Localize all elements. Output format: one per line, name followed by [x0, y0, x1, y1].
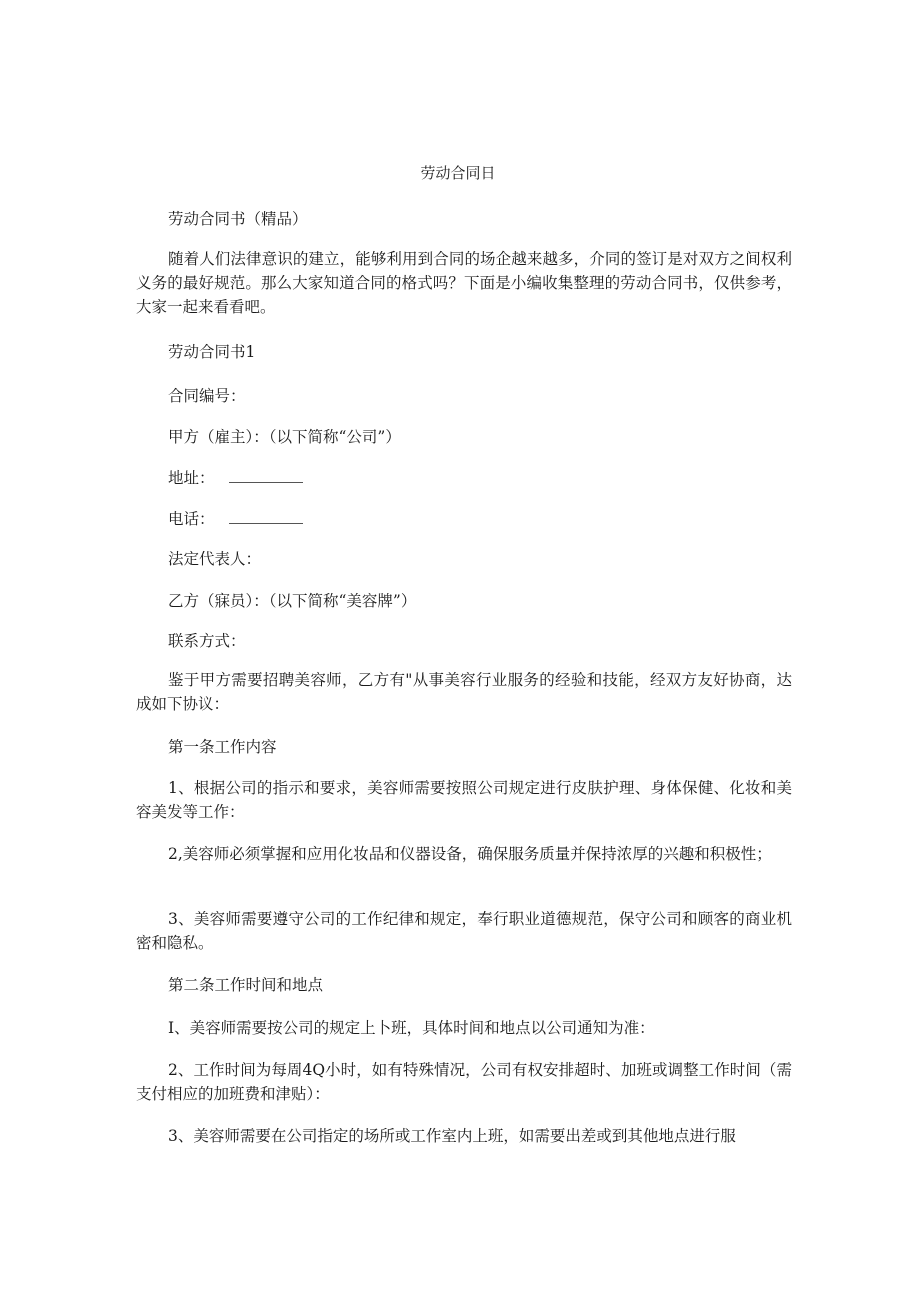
article-1-item-2: 2,美容师必须掌握和应用化妆品和仪器设备，确保服务质量并保持浓厚的兴趣和积极性； [168, 845, 772, 863]
subtitle: 劳动合同书（精品） [168, 210, 308, 228]
preamble-paragraph: 鉴于甲方需要招聘美容师，乙方有"从事美容行业服务的经验和技能，经双方友好协商，达成如下协议： [136, 671, 792, 713]
document-title: 劳动合同日 [420, 164, 496, 182]
phone-blank-line [229, 511, 303, 524]
address-blank-line [229, 470, 303, 483]
section-heading-contract-1: 劳动合同书1 [168, 343, 256, 361]
article-1-item-3: 3、美容师需要遵守公司的工作纪律和规定，奉行职业道德规范，保守公司和顾客的商业机密和隐私。 [136, 910, 792, 952]
article-2-item-1: I、美容师需要按公司的规定上卜班，具体时间和地点以公司通知为准： [168, 1019, 655, 1037]
article-2-item-3: 3、美容师需要在公司指定的场所或工作室内上班，如需要出差或到其他地点进行服 [168, 1127, 736, 1145]
phone-label: 电话： [168, 510, 215, 528]
party-a-field: 甲方（雇主）：（以下简称“公司”） [168, 428, 401, 446]
contact-field: 联系方式： [168, 632, 246, 650]
legal-representative-field: 法定代表人： [168, 550, 262, 568]
address-label: 地址： [168, 469, 215, 487]
article-1-item-1: 1、根据公司的指示和要求，美容师需要按照公司规定进行皮肤护理、身体保健、化妆和美容美发等工作： [136, 779, 792, 821]
article-2-item-2: 2、工作时间为每周4Q小时，如有特殊情况，公司有权安排超时、加班或调整工作时间（需支付相应的加班费和津贴）： [136, 1061, 792, 1103]
article-2-heading: 第二条工作时间和地点 [168, 976, 324, 994]
phone-field [136, 507, 792, 531]
contract-number-field: 合同编号： [168, 387, 246, 405]
address-field [136, 466, 792, 490]
party-b-field: 乙方（寐员）：（以下简称“美容牌”） [168, 592, 417, 610]
intro-paragraph: 随着人们法律意识的建立，能够利用到合同的场企越来越多，介同的签订是对双方之间权利义务的最好规范。那么大家知道合同的格式吗？下面是小编收集整理的劳动合同书，仅供参考，大家一起来看看吧。 [136, 250, 792, 316]
article-1-heading: 第一条工作内容 [168, 738, 277, 756]
